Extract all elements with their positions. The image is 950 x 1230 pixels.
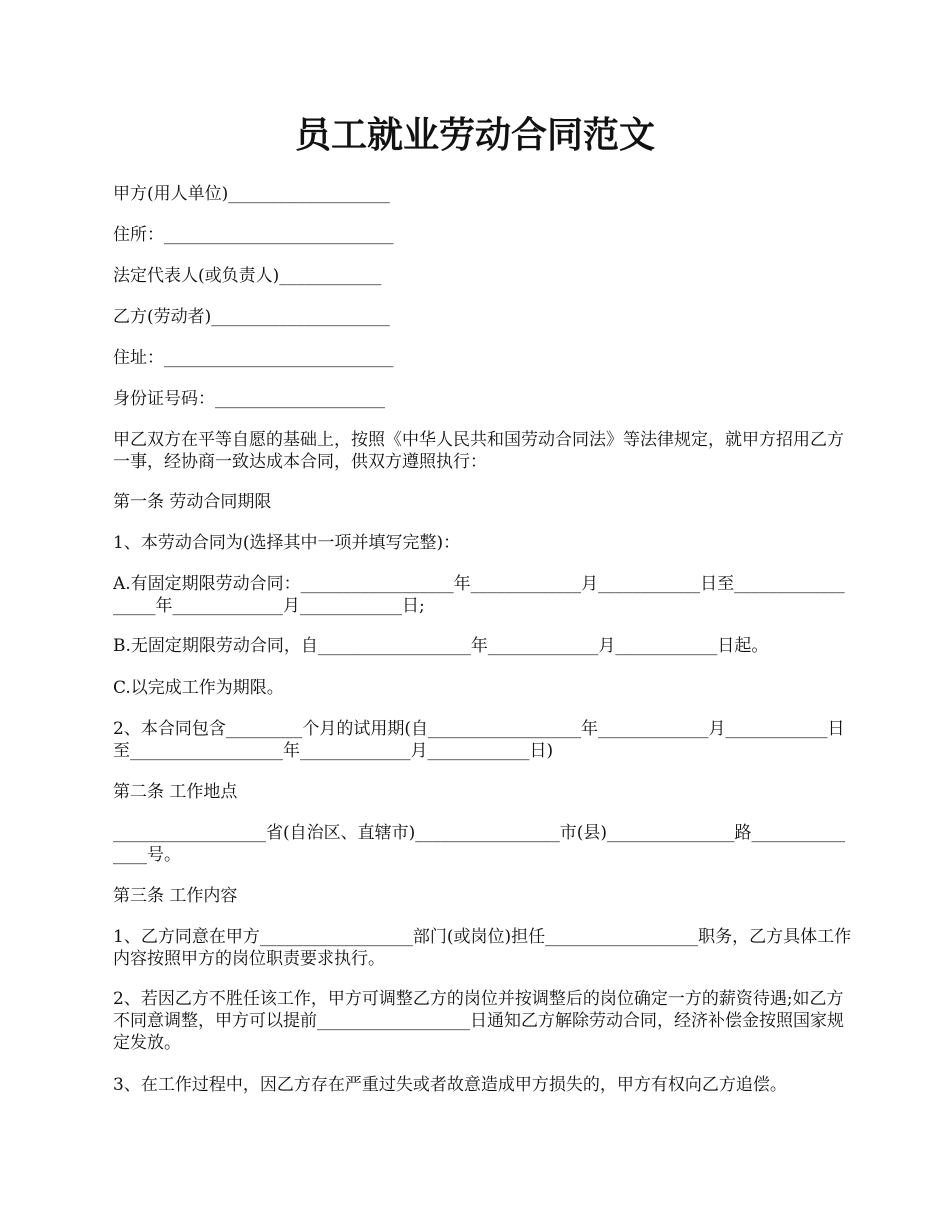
option-a-fixed-term: A.有固定期限劳动合同：__________________年_____________月____________日至__________________年_____________月____________日;: [113, 574, 845, 616]
article-1-heading: 第一条 劳动合同期限: [113, 492, 272, 512]
clause-3-3: 3、在工作过程中，因乙方存在严重过失或者故意造成甲方损失的，甲方有权向乙方追偿。: [113, 1075, 787, 1095]
legal-representative-field: 法定代表人(或负责人)____________: [113, 266, 382, 286]
party-a-address-field: 住所：___________________________: [113, 225, 394, 245]
document-title: 员工就业劳动合同范文: [294, 114, 655, 156]
option-c-task-term: C.以完成工作为期限。: [113, 678, 284, 698]
clause-3-1: 1、乙方同意在甲方__________________部门(或岗位)担任__________________职务，乙方具体工作内容按照甲方的岗位职责要求执行。: [113, 927, 852, 969]
clause-1-2-probation: 2、本合同包含_________个月的试用期(自__________________年_____________月____________日至__________________年_____________月____________日): [113, 719, 845, 761]
party-b-address-field: 住址：___________________________: [113, 348, 394, 368]
id-number-field: 身份证号码：____________________: [113, 389, 385, 409]
clause-3-2: 2、若因乙方不胜任该工作，甲方可调整乙方的岗位并按调整后的岗位确定一方的薪资待遇;如乙方不同意调整，甲方可以提前__________________日通知乙方解除劳动合同，经济补偿金按照国家规定发放。: [113, 989, 844, 1053]
preamble-paragraph: 甲乙双方在平等自愿的基础上，按照《中华人民共和国劳动合同法》等法律规定，就甲方招用乙方一事，经协商一致达成本合同，供双方遵照执行：: [113, 430, 844, 472]
party-a-field: 甲方(用人单位)___________________: [113, 184, 390, 204]
option-b-open-term: B.无固定期限劳动合同，自__________________年_____________月____________日起。: [113, 636, 769, 656]
party-b-field: 乙方(劳动者)_____________________: [113, 307, 390, 327]
article-2-heading: 第二条 工作地点: [113, 782, 238, 802]
article-3-heading: 第三条 工作内容: [113, 886, 238, 906]
work-location-field: __________________省(自治区、直辖市)_________________市(县)_______________路_______________号。: [113, 823, 846, 865]
clause-1-1: 1、本劳动合同为(选择其中一项并填写完整)：: [113, 533, 461, 553]
